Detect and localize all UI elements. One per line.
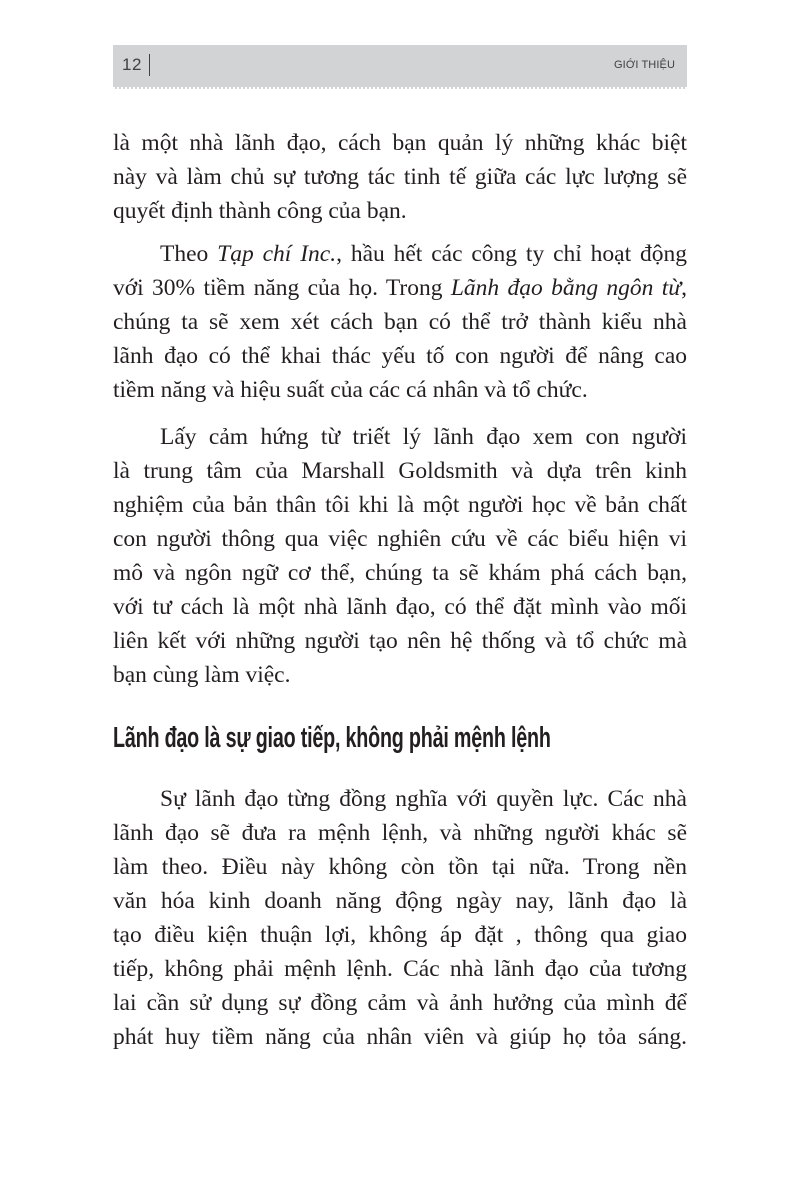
paragraph-2 [113,237,687,407]
paragraph-1 [113,126,687,228]
text-line: tạo điều kiện thuận lợi, không áp đặt , thông qua giao [113,922,687,948]
text-line: nghiệm của bản thân tôi khi là một người học về bản chất [113,492,687,518]
text-run: Theo [160,241,218,267]
text-line: lai cần sử dụng sự đồng cảm và ảnh hưởng của mình để [113,990,687,1016]
text-line: làm theo. Điều này không còn tồn tại nữa. Trong nền [113,854,687,880]
text-line: Lấy cảm hứng từ triết lý lãnh đạo xem con người [160,424,687,450]
paragraph-3 [113,420,687,692]
text-line: tiếp, không phải mệnh lệnh. Các nhà lãnh đạo của tương [113,956,687,982]
text-line: là một nhà lãnh đạo, cách bạn quản lý những khác biệt [113,130,687,156]
text-line: chúng ta sẽ xem xét cách bạn có thể trở thành kiểu nhà [113,309,687,335]
text-line [113,271,687,305]
text-line: phát huy tiềm năng của nhân viên và giúp họ tỏa sáng. [113,1024,687,1050]
text-line: với tư cách là một nhà lãnh đạo, có thể đặt mình vào mối [113,594,687,620]
text-line: lãnh đạo có thể khai thác yếu tố con người để nâng cao [113,343,687,369]
header-divider [149,54,150,76]
running-title: GIỚI THIỆU [614,59,675,71]
text-line: Sự lãnh đạo từng đồng nghĩa với quyền lực. Các nhà [160,786,687,812]
magazine-title: Tạp chí Inc. [217,241,337,267]
text-line: là trung tâm của Marshall Goldsmith và dựa trên kinh [113,458,687,484]
text-run: , hầu hết các công ty chỉ hoạt động [336,241,687,267]
text-line: lãnh đạo sẽ đưa ra mệnh lệnh, và những người khác sẽ [113,820,687,846]
text-line: này và làm chủ sự tương tác tinh tế giữa các lực lượng sẽ [113,164,687,190]
book-title: Lãnh đạo bằng ngôn từ [450,275,682,301]
text-run: với 30% tiềm năng của họ. Trong [113,275,451,301]
text-line: văn hóa kinh doanh năng động ngày nay, lãnh đạo là [113,888,687,914]
section-heading: Lãnh đạo là sự giao tiếp, không phải mệnh lệnh [113,722,551,754]
text-line: liên kết với những người tạo nên hệ thống và tổ chức mà [113,628,687,654]
text-line: mô và ngôn ngữ cơ thể, chúng ta sẽ khám phá cách bạn, [113,560,687,586]
paragraph-4 [113,782,687,1054]
text-line: quyết định thành công của bạn. [113,198,407,224]
text-line: bạn cùng làm việc. [113,662,291,688]
text-run: , [681,275,687,301]
running-header [113,45,687,89]
text-line [113,237,687,271]
text-line: con người thông qua việc nghiên cứu về các biểu hiện vi [113,526,687,552]
text-line: tiềm năng và hiệu suất của các cá nhân và tổ chức. [113,377,588,403]
page-number: 12 [122,55,142,74]
